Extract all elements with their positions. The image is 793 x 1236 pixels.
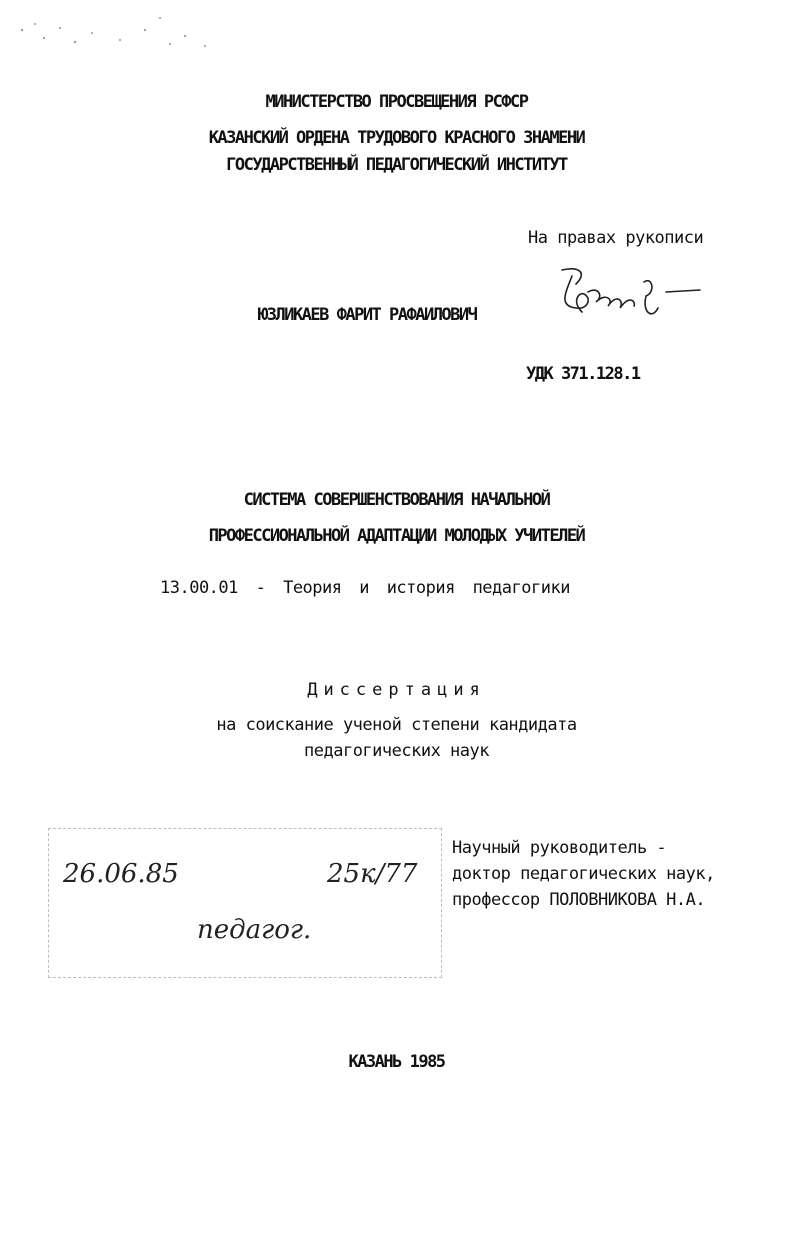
- udk-code: УДК 371.128.1: [526, 364, 640, 384]
- rights-note: На правах рукописи: [528, 228, 704, 248]
- specialty-line: 13.00.01 - Теория и история педагогики: [160, 578, 570, 598]
- place-and-year: КАЗАНЬ 1985: [348, 1052, 445, 1072]
- author-signature: [548, 262, 708, 332]
- supervisor-line-1: Научный руководитель -: [452, 838, 667, 858]
- supervisor-line-2: доктор педагогических наук,: [452, 864, 715, 884]
- author-name: ЮЗЛИКАЕВ ФАРИТ РАФАИЛОВИЧ: [258, 305, 477, 325]
- stamp-date: 26.06.85: [63, 859, 179, 889]
- institute-line-2: ГОСУДАРСТВЕННЫЙ ПЕДАГОГИЧЕСКИЙ ИНСТИТУТ: [226, 155, 567, 175]
- degree-line-2: педагогических наук: [304, 741, 489, 761]
- paper-specks: [0, 0, 793, 80]
- degree-label: Диссертация: [307, 680, 486, 700]
- supervisor-line-3: профессор ПОЛОВНИКОВА Н.А.: [452, 890, 706, 910]
- title-line-1: СИСТЕМА СОВЕРШЕНСТВОВАНИЯ НАЧАЛЬНОЙ: [243, 490, 550, 510]
- title-line-2: ПРОФЕССИОНАЛЬНОЙ АДАПТАЦИИ МОЛОДЫХ УЧИТЕЛЕЙ: [208, 526, 585, 546]
- institute-line-1: КАЗАНСКИЙ ОРДЕНА ТРУДОВОГО КРАСНОГО ЗНАМЕНИ: [208, 128, 585, 148]
- stamp-note: педагог.: [197, 915, 312, 945]
- stamp-number: 25к/77: [327, 859, 418, 889]
- degree-line-1: на соискание ученой степени кандидата: [216, 715, 577, 735]
- library-stamp: [48, 828, 442, 978]
- ministry-name: МИНИСТЕРСТВО ПРОСВЕЩЕНИЯ РСФСР: [265, 92, 528, 112]
